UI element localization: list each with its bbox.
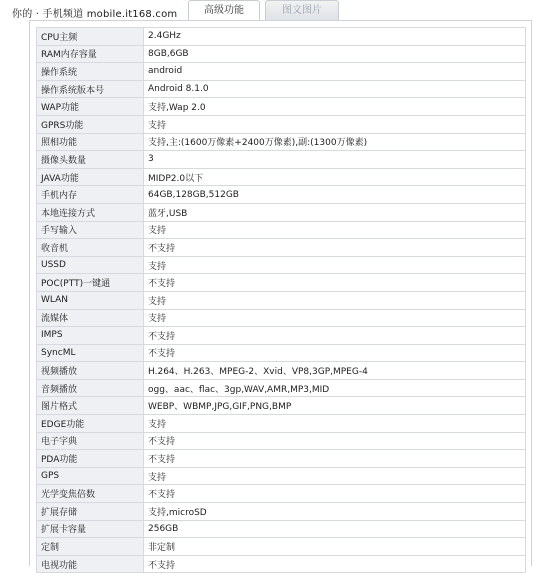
spec-row [37,503,526,521]
spec-value: H.264、H.263、MPEG-2、Xvid、VP8,3GP,MPEG-4 [144,362,526,380]
spec-row [37,520,526,538]
spec-label: 电视功能 [37,555,144,573]
spec-label: JAVA功能 [37,168,144,186]
spec-label: SyncML [37,344,144,362]
spec-label: 本地连接方式 [37,203,144,221]
spec-value: 不支持 [144,432,526,450]
tab-advanced-features[interactable]: 高级功能 [188,0,260,20]
spec-value: 不支持 [144,485,526,503]
spec-row [37,168,526,186]
spec-row [37,379,526,397]
spec-label: IMPS [37,327,144,345]
spec-value: 8GB,6GB [144,45,526,63]
spec-value: 不支持 [144,239,526,257]
spec-sheet [29,20,532,571]
spec-label: WLAN [37,291,144,309]
spec-row [37,80,526,98]
spec-value: 支持 [144,291,526,309]
spec-label: 电子字典 [37,432,144,450]
spec-value: 支持 [144,256,526,274]
spec-label: 手机内存 [37,186,144,204]
spec-value: 支持,microSD [144,503,526,521]
spec-value: 不支持 [144,555,526,573]
spec-label: RAM内存容量 [37,45,144,63]
spec-row [37,415,526,433]
spec-label: EDGE功能 [37,415,144,433]
spec-label: 摄像头数量 [37,151,144,169]
spec-row [37,432,526,450]
top-bar [0,0,550,20]
spec-label: 图片格式 [37,397,144,415]
spec-label: 扩展存储 [37,503,144,521]
spec-row [37,203,526,221]
spec-row [37,45,526,63]
spec-value: ogg、aac、flac、3gp,WAV,AMR,MP3,MID [144,379,526,397]
spec-row [37,309,526,327]
spec-value: MIDP2.0以下 [144,168,526,186]
spec-label: GPRS功能 [37,115,144,133]
spec-label: CPU主频 [37,28,144,46]
spec-row [37,115,526,133]
spec-value: 不支持 [144,274,526,292]
spec-value: 支持 [144,467,526,485]
spec-value: 支持 [144,309,526,327]
spec-label: 视频播放 [37,362,144,380]
spec-value: 256GB [144,520,526,538]
spec-label: 流媒体 [37,309,144,327]
spec-row [37,397,526,415]
spec-label: 操作系统 [37,63,144,81]
spec-row [37,239,526,257]
site-watermark: 你的 · 手机频道 mobile.it168.com [12,9,178,20]
spec-value: 非定制 [144,538,526,556]
spec-value: 不支持 [144,327,526,345]
spec-value: Android 8.1.0 [144,80,526,98]
spec-row [37,538,526,556]
spec-label: USSD [37,256,144,274]
spec-value: 64GB,128GB,512GB [144,186,526,204]
spec-label: POC(PTT)一键通 [37,274,144,292]
spec-row [37,133,526,151]
spec-label: 定制 [37,538,144,556]
spec-value: android [144,63,526,81]
spec-row [37,256,526,274]
spec-row [37,291,526,309]
spec-row [37,63,526,81]
spec-value: WEBP、WBMP,JPG,GIF,PNG,BMP [144,397,526,415]
spec-label: WAP功能 [37,98,144,116]
spec-value: 3 [144,151,526,169]
spec-label: 收音机 [37,239,144,257]
spec-value: 支持,Wap 2.0 [144,98,526,116]
spec-row [37,221,526,239]
spec-row [37,28,526,46]
spec-label: GPS [37,467,144,485]
spec-label: 操作系统版本号 [37,80,144,98]
spec-row [37,485,526,503]
spec-label: 光学变焦倍数 [37,485,144,503]
spec-row [37,274,526,292]
spec-row [37,450,526,468]
spec-value: 2.4GHz [144,28,526,46]
spec-row [37,344,526,362]
spec-row [37,467,526,485]
spec-table [36,27,526,573]
spec-label: 音频播放 [37,379,144,397]
spec-row [37,186,526,204]
spec-label: 照相功能 [37,133,144,151]
spec-value: 支持 [144,221,526,239]
spec-value: 支持,主:(1600万像素+2400万像素),副:(1300万像素) [144,133,526,151]
spec-value: 不支持 [144,450,526,468]
tab-photos[interactable]: 图文图片 [265,0,339,20]
spec-value: 不支持 [144,344,526,362]
spec-row [37,327,526,345]
spec-row [37,98,526,116]
spec-value: 蓝牙,USB [144,203,526,221]
spec-label: 手写输入 [37,221,144,239]
spec-row [37,555,526,573]
spec-value: 支持 [144,415,526,433]
spec-value: 支持 [144,115,526,133]
spec-row [37,362,526,380]
spec-label: 扩展卡容量 [37,520,144,538]
spec-row [37,151,526,169]
spec-label: PDA功能 [37,450,144,468]
